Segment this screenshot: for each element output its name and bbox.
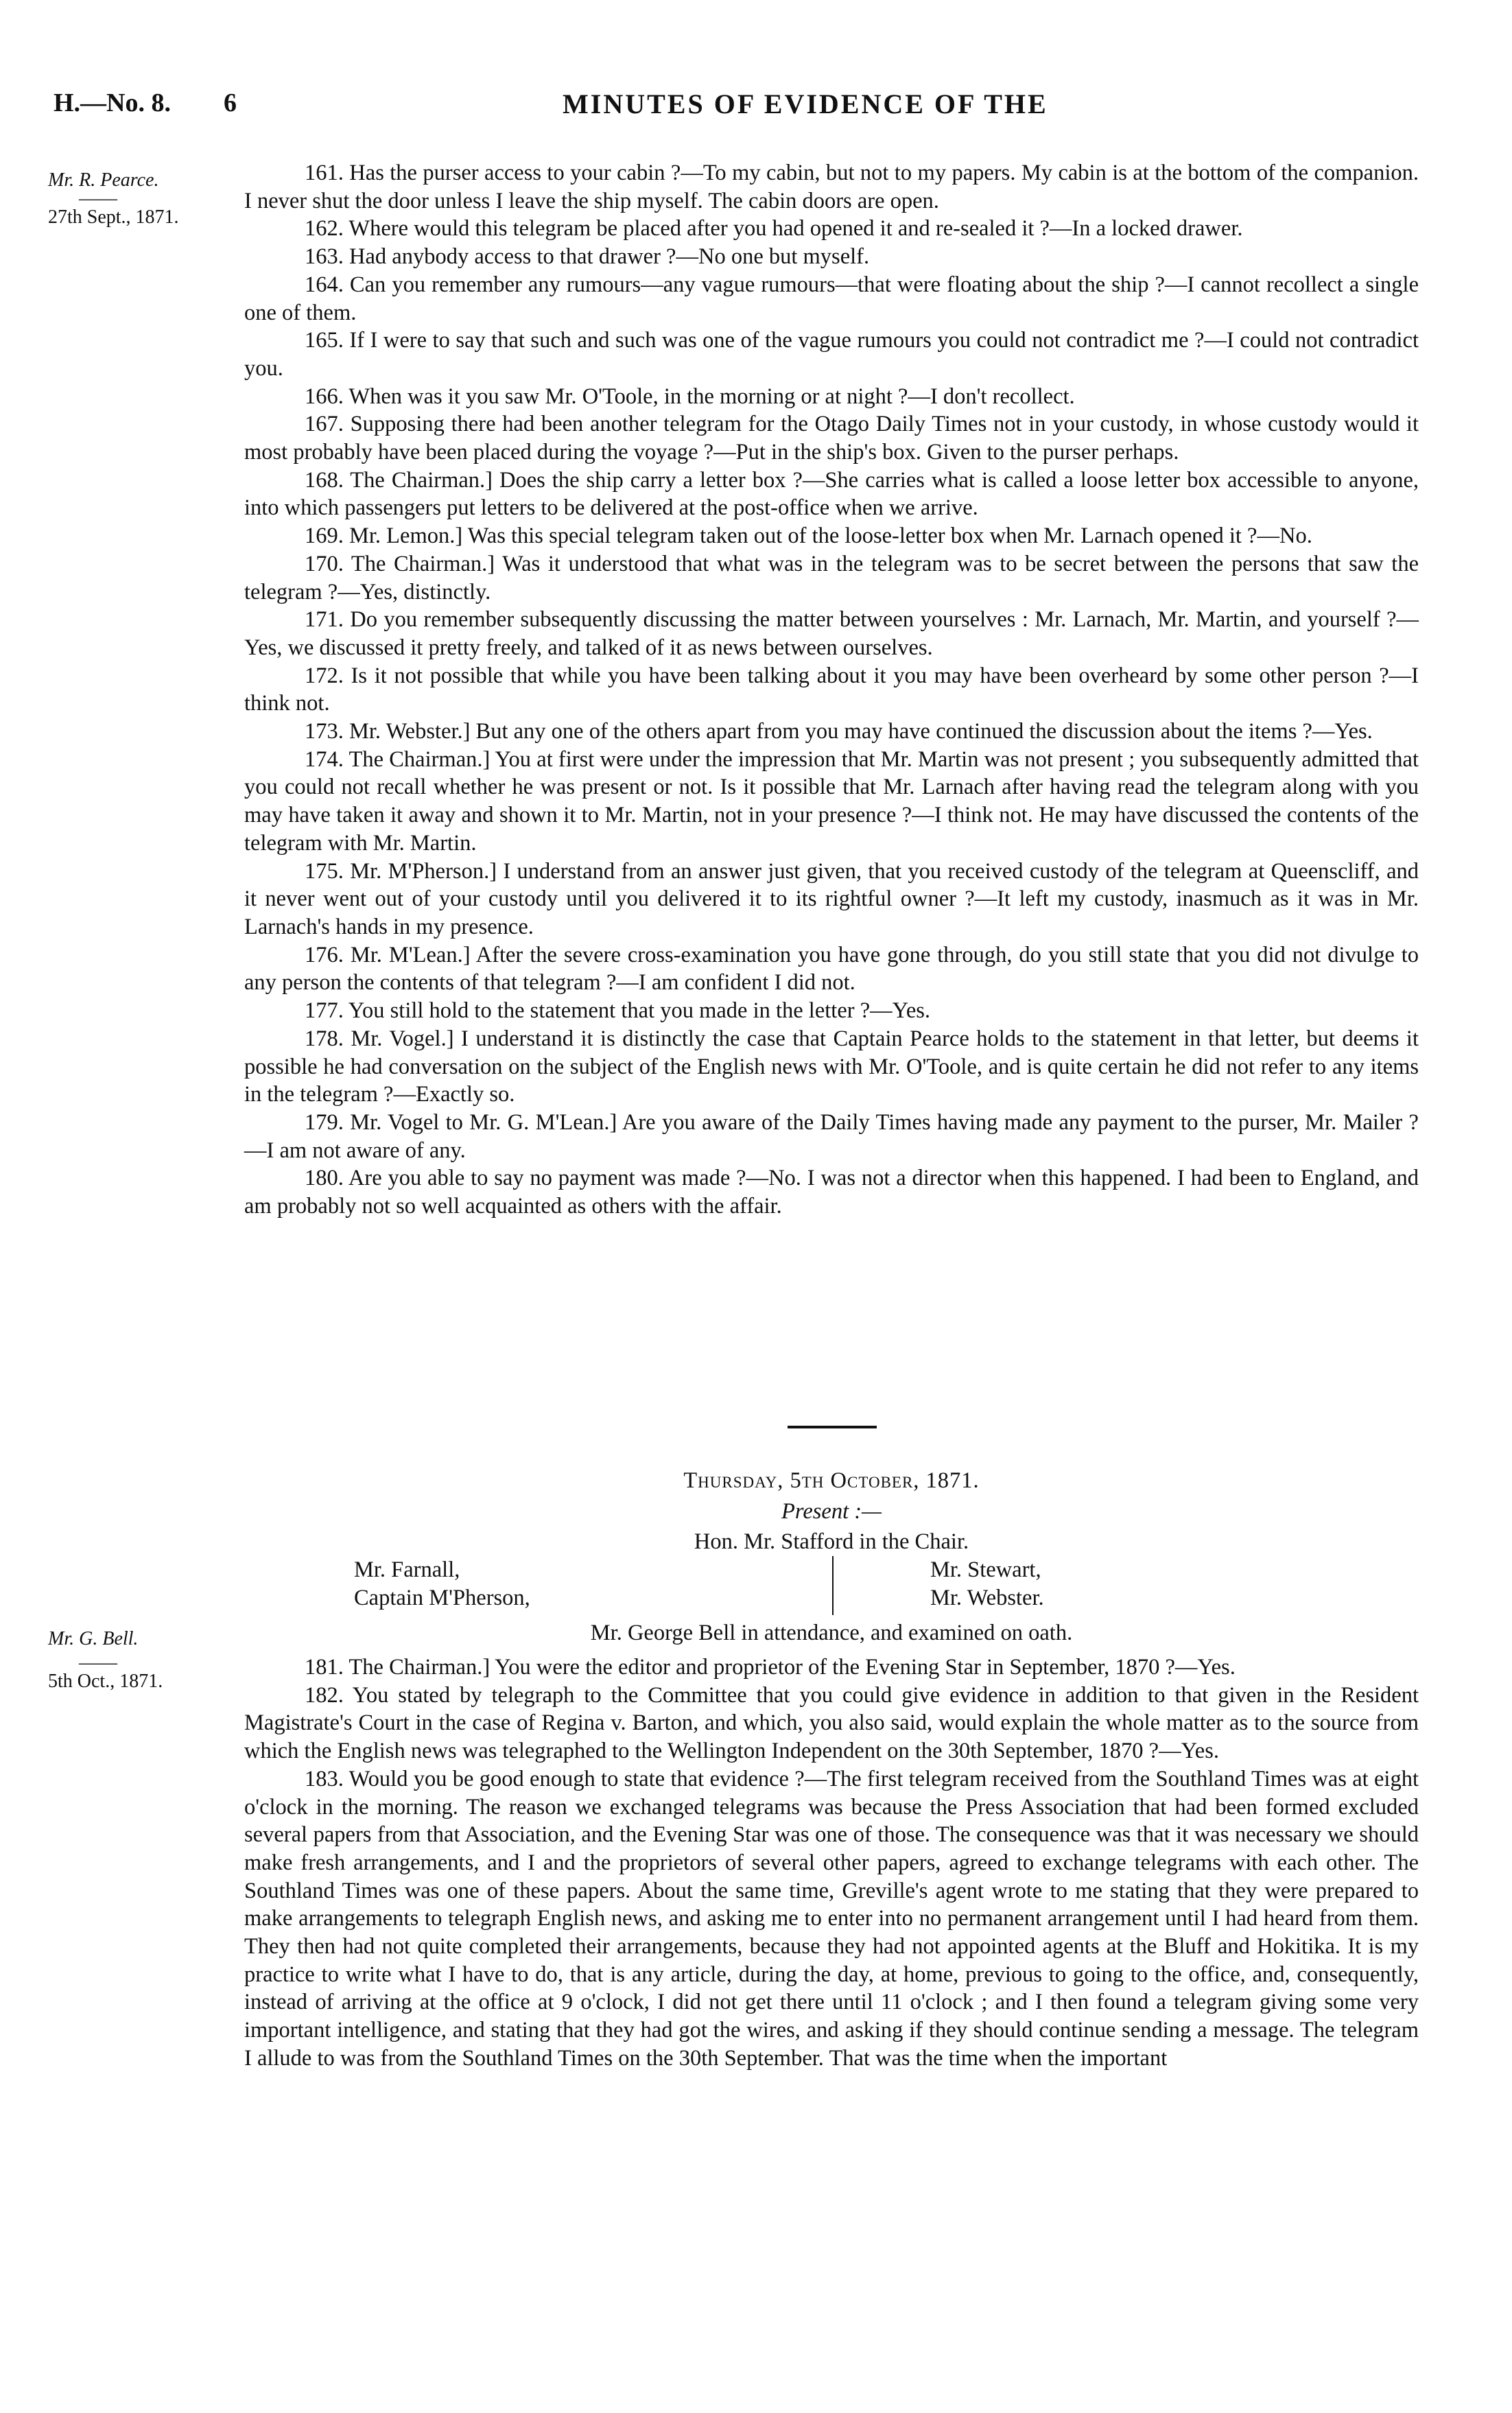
evidence-section-1: [244, 159, 1419, 1221]
chair-line: Hon. Mr. Stafford in the Chair.: [694, 1529, 969, 1555]
question-paragraph: 162. Where would this telegram be placed after you had opened it and re-sealed it ?—In a locked drawer.: [305, 216, 1243, 242]
question-paragraph: 174. The Chairman.] You at first were under the impression that Mr. Martin was not present ; you subsequently admitted that you could not recall whether he was present or not. Is it possible that Mr. Larnach after having read the telegram along with you may have taken it away and shown it to Mr. Martin, not in your presence ?—I think not. He may have discussed the contents of the telegram with Mr. Martin.: [244, 746, 1419, 856]
present-label: Present :—: [781, 1498, 882, 1524]
margin-dash: ——: [79, 188, 117, 209]
series-number: H.—No. 8.: [54, 89, 171, 117]
margin-date: 5th Oct., 1871.: [48, 1671, 163, 1692]
margin-witness-name: Mr. G. Bell.: [48, 1628, 139, 1649]
member-name: Captain M'Pherson,: [354, 1585, 530, 1610]
margin-note-bell: [48, 1627, 254, 1693]
margin-dash: ——: [79, 1652, 117, 1673]
attendance-line-block: [244, 1619, 1419, 1647]
page-number: 6: [224, 89, 237, 117]
member-name: Mr. Stewart,: [930, 1557, 1041, 1582]
question-paragraph: 168. The Chairman.] Does the ship carry a letter box ?—She carries what is called a loose letter box accessible to anyone, into which passengers put letters to be delivered at the post-office when we arrive.: [244, 467, 1419, 521]
question-paragraph: 164. Can you remember any rumours—any vague rumours—that were floating about the ship ?—I cannot recollect a single one of them.: [244, 272, 1419, 325]
question-paragraph: 179. Mr. Vogel to Mr. G. M'Lean.] Are you aware of the Daily Times having made any payment to the purser, Mr. Mailer ?—I am not aware of any.: [244, 1109, 1419, 1163]
member-name: Mr. Farnall,: [354, 1557, 460, 1582]
question-paragraph: 183. Would you be good enough to state that evidence ?—The first telegram received from the Southland Times was at eight o'clock in the morning. The reason we exchanged telegrams was because the Press Association that had been formed excluded several papers from that Association, and the Evening Star was one of those. The consequence was that it was necessary we should make fresh arrangements, and I and the proprietors of several other papers, agreed to exchange telegrams with each other. The Southland Times was one of these papers. About the same time, Greville's agent wrote to me stating that they were prepared to make arrangements to telegraph English news, and asking me to enter into no permanent arrangement until I had heard from them. They then had not quite completed their arrangements, because they had not appointed agents at the Bluff and Hokitika. It is my practice to write what I have to do, that is any article, during the day, at home, previous to going to the office, and, consequently, instead of arriving at the office at 9 o'clock, I did not get there until 11 o'clock ; and I then found a telegram giving some very important intelligence, and stating that they had got the wires, and asking if they should continue sending a message. The telegram I allude to was from the Southland Times on the 30th September. That was the time when the important: [244, 1766, 1419, 2071]
session-date: Thursday, 5th October, 1871.: [683, 1468, 980, 1493]
attendance-line: Mr. George Bell in attendance, and examined on oath.: [590, 1621, 1073, 1645]
question-paragraph: 167. Supposing there had been another telegram for the Otago Daily Times not in your custody, in whose custody would it most probably have been placed during the voyage ?—Put in the ship's box. Given to the purser perhaps.: [244, 412, 1419, 465]
question-paragraph: 166. When was it you saw Mr. O'Toole, in the morning or at night ?—I don't recollect.: [305, 384, 1075, 409]
question-paragraph: 169. Mr. Lemon.] Was this special telegram taken out of the loose-letter box when Mr. Larnach opened it ?—No.: [305, 523, 1312, 549]
members-divider: [832, 1556, 834, 1615]
running-title: MINUTES OF EVIDENCE OF THE: [563, 89, 1048, 119]
question-paragraph: 171. Do you remember subsequently discussing the matter between yourselves : Mr. Larnach, Mr. Martin, and yourself ?—Yes, we discussed it pretty freely, and talked of it as news between ourselves.: [244, 607, 1419, 660]
question-paragraph: 175. Mr. M'Pherson.] I understand from an answer just given, that you received custody of the telegram at Queenscliff, and it never went out of your custody until you delivered it to its rightful owner ?—It left my custody, inasmuch as it was in Mr. Larnach's hands in my presence.: [244, 858, 1419, 939]
question-paragraph: 163. Had anybody access to that drawer ?—No one but myself.: [305, 244, 870, 270]
running-header: [54, 88, 1426, 129]
member-name: Mr. Webster.: [930, 1585, 1044, 1610]
members-left: [354, 1556, 530, 1612]
margin-date: 27th Sept., 1871.: [48, 207, 179, 228]
session-heading: [244, 1467, 1419, 1556]
question-paragraph: 177. You still hold to the statement that you made in the letter ?—Yes.: [305, 998, 931, 1024]
question-paragraph: 176. Mr. M'Lean.] After the severe cross-examination you have gone through, do you still state that you did not divulge to any person the contents of that telegram ?—I am confident I did not.: [244, 942, 1419, 996]
question-paragraph: 161. Has the purser access to your cabin ?—To my cabin, but not to my papers. My cabin is at the bottom of the companion. I never shut the door unless I leave the ship myself. The cabin doors are open.: [244, 161, 1419, 213]
members-right: [930, 1556, 1044, 1612]
question-paragraph: 181. The Chairman.] You were the editor and proprietor of the Evening Star in September, 1870 ?—Yes.: [305, 1655, 1236, 1680]
question-paragraph: 182. You stated by telegraph to the Committee that you could give evidence in addition to that given in the Resident Magistrate's Court in the case of Regina v. Barton, and which, you also said, would explain the whole matter as to the source from which the English news was telegraphed to the Wellington Independent on the 30th September, 1870 ?—Yes.: [244, 1682, 1419, 1764]
evidence-section-2: [244, 1653, 1419, 2073]
question-paragraph: 172. Is it not possible that while you have been talking about it you may have been overheard by some other person ?—I think not.: [244, 663, 1419, 716]
margin-note-pearce: [48, 169, 254, 229]
question-paragraph: 173. Mr. Webster.] But any one of the others apart from you may have continued the discussion about the items ?—Yes.: [305, 719, 1373, 744]
question-paragraph: 165. If I were to say that such and such was one of the vague rumours you could not contradict me ?—I could not contradict you.: [244, 328, 1419, 381]
question-paragraph: 170. The Chairman.] Was it understood that what was in the telegram was to be secret between the persons that saw the telegram ?—Yes, distinctly.: [244, 551, 1419, 604]
question-paragraph: 178. Mr. Vogel.] I understand it is distinctly the case that Captain Pearce holds to the statement in that letter, but deems it possible he had conversation on the subject of the English news with Mr. O'Toole, and is quite certain he did not refer to any items in the telegram ?—Exactly so.: [244, 1026, 1419, 1107]
section-divider: [788, 1426, 877, 1428]
question-paragraph: 180. Are you able to say no payment was made ?—No. I was not a director when this happened. I had been to England, and am probably not so well acquainted as others with the affair.: [244, 1166, 1419, 1219]
margin-witness-name: Mr. R. Pearce.: [48, 169, 159, 191]
